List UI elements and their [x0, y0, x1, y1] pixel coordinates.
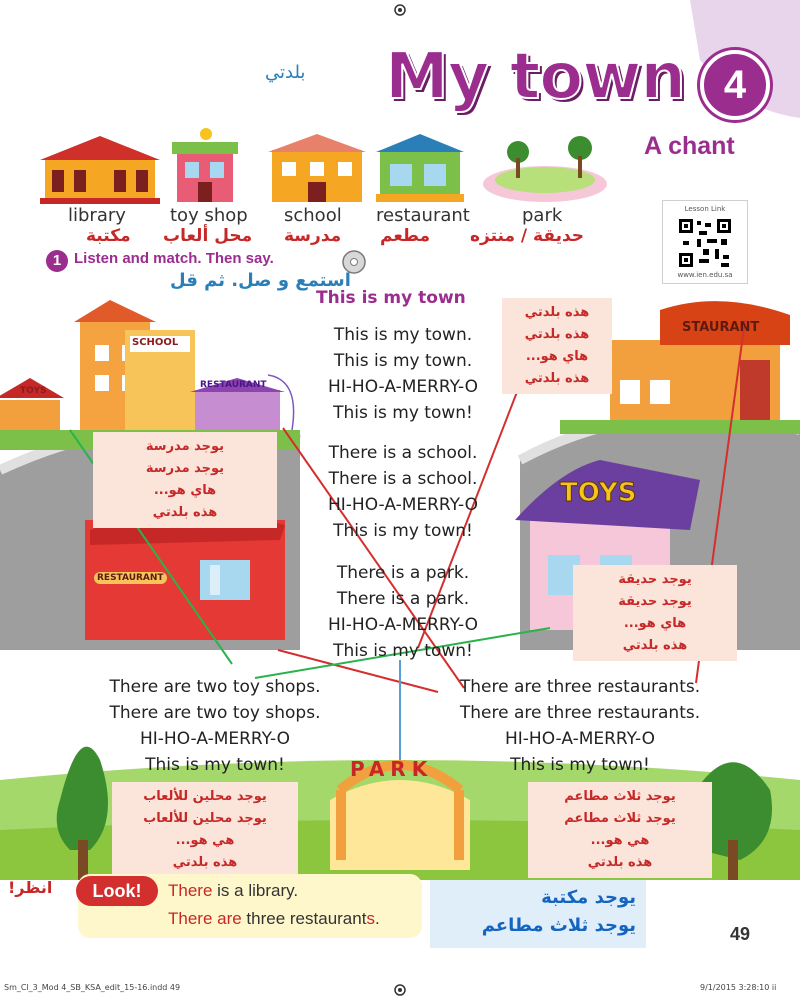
- verse-line: This is my town!: [510, 755, 650, 775]
- verse-line: This is my town!: [145, 755, 285, 775]
- look-badge: Look!: [76, 876, 158, 906]
- chant-heading: This is my town: [316, 288, 466, 308]
- vocab-restaurant-label: restaurant: [376, 205, 470, 226]
- verse-line: There are three restaurants.: [459, 677, 701, 697]
- exercise-number: 1: [46, 250, 68, 272]
- note-line: هي هو...: [590, 833, 650, 848]
- look-sentence-2: [168, 909, 380, 929]
- verse-3: [300, 560, 506, 664]
- note-line: هي هو...: [175, 833, 235, 848]
- look-verb: is: [217, 881, 230, 900]
- qr-code-icon: [677, 217, 733, 269]
- note-line: هاي هو...: [525, 349, 589, 364]
- verse-line: There is a park.: [336, 563, 470, 583]
- look-end: .: [374, 909, 380, 928]
- note-line: يوجد محلين للألعاب: [143, 811, 267, 826]
- restaurant-front-sign: RESTAURANT: [94, 572, 167, 584]
- verse-line: This is my town!: [333, 641, 473, 661]
- verse-line: This is my town!: [333, 403, 473, 423]
- note-line: يوجد حديقة: [618, 572, 692, 587]
- verse-line: There are two toy shops.: [109, 703, 321, 723]
- footer-left: Sm_Cl_3_Mod 4_SB_KSA_edit_15-16.indd 49: [4, 983, 181, 992]
- verse-line: This is my town.: [333, 325, 473, 345]
- verse-1: [300, 322, 506, 426]
- vocab-park-label: park: [522, 205, 563, 226]
- vocab-library-arabic: مكتبة: [86, 226, 131, 246]
- vocab-toy-shop-label: toy shop: [170, 205, 248, 226]
- park-sign: PARK: [350, 757, 434, 781]
- look-highlight: There are: [168, 909, 242, 928]
- verse-line: HI-HO-A-MERRY-O: [504, 729, 656, 749]
- exercise-instruction-arabic: استمع و صل. ثم قل: [170, 270, 351, 291]
- subtitle: A chant: [644, 132, 735, 160]
- lesson-link-qr[interactable]: [662, 200, 748, 284]
- verse-line: HI-HO-A-MERRY-O: [327, 495, 479, 515]
- verse-line: HI-HO-A-MERRY-O: [327, 377, 479, 397]
- translation-note-verse-5: [528, 782, 712, 878]
- qr-caption-bottom: www.ien.edu.sa: [677, 271, 733, 279]
- verse-line: This is my town!: [333, 521, 473, 541]
- note-line: هاي هو...: [623, 616, 687, 631]
- verse-line: There is a school.: [328, 469, 478, 489]
- look-arabic-box: [430, 880, 646, 948]
- note-line: هذه بلدتي: [172, 855, 238, 870]
- look-arabic-line: يوجد ثلاث مطاعم: [481, 915, 636, 936]
- look-rest: a library.: [229, 881, 299, 900]
- vocabulary-icons: [40, 128, 620, 206]
- verse-line: There is a park.: [336, 589, 470, 609]
- school-sign: SCHOOL: [132, 337, 179, 348]
- verse-5: [430, 674, 730, 778]
- note-line: هاي هو...: [153, 483, 217, 498]
- translation-note-verse-3: [573, 565, 737, 661]
- note-line: هذه بلدتي: [524, 305, 590, 320]
- note-line: يوجد ثلاث مطاعم: [564, 811, 676, 826]
- verse-line: HI-HO-A-MERRY-O: [327, 615, 479, 635]
- verse-4: [82, 674, 348, 778]
- vocab-school-arabic: مدرسة: [284, 226, 342, 246]
- vocab-toy-shop-arabic: محل ألعاب: [163, 226, 253, 246]
- look-rest: three restaurant: [241, 909, 367, 928]
- verse-line: HI-HO-A-MERRY-O: [139, 729, 291, 749]
- look-arabic-line: يوجد مكتبة: [541, 887, 636, 908]
- school-icon: [268, 134, 366, 202]
- note-line: هذه بلدتي: [524, 327, 590, 342]
- qr-caption-top: Lesson Link: [684, 205, 726, 213]
- exercise-instruction: Listen and match. Then say.: [74, 250, 274, 267]
- restaurant-small-sign: RESTAURANT: [200, 380, 267, 390]
- restaurant-icon: [376, 134, 464, 202]
- note-line: يوجد محلين للألعاب: [143, 789, 267, 804]
- toys-big-sign: TOYS: [560, 478, 637, 508]
- note-line: يوجد مدرسة: [145, 461, 225, 476]
- look-sentence-1: [168, 881, 298, 901]
- footer-right: 9/1/2015 3:28:10 ii: [700, 983, 777, 992]
- verse-line: There is a school.: [328, 443, 478, 463]
- note-line: هذه بلدتي: [152, 505, 218, 520]
- verse-2: [300, 440, 506, 544]
- verse-line: There are two toy shops.: [109, 677, 321, 697]
- look-highlight: There: [168, 881, 218, 900]
- note-line: يوجد ثلاث مطاعم: [564, 789, 676, 804]
- library-icon: [40, 136, 160, 204]
- vocab-restaurant-arabic: مطعم: [380, 226, 431, 246]
- park-icon: [483, 136, 607, 202]
- note-line: هذه بلدتي: [587, 855, 653, 870]
- look-arabic-label: انظر!: [8, 878, 53, 897]
- toys-small-sign: TOYS: [20, 386, 47, 396]
- arabic-title: بلدتي: [265, 62, 306, 83]
- page-title: My town: [385, 40, 685, 114]
- note-line: هذه بلدتي: [524, 371, 590, 386]
- verse-line: There are three restaurants.: [459, 703, 701, 723]
- translation-note-verse-2: [93, 432, 277, 528]
- verse-line: This is my town.: [333, 351, 473, 371]
- translation-note-verse-4: [112, 782, 298, 878]
- toy-shop-icon: [172, 128, 238, 202]
- unit-number-badge: 4: [700, 50, 770, 120]
- restaurant-right-sign: STAURANT: [682, 320, 760, 335]
- note-line: يوجد مدرسة: [145, 439, 225, 454]
- note-line: يوجد حديقة: [618, 594, 692, 609]
- vocab-school-label: school: [284, 205, 342, 226]
- look-plural: s: [366, 909, 375, 928]
- note-line: هذه بلدتي: [622, 638, 688, 653]
- translation-note-verse-1: [502, 298, 612, 394]
- vocab-park-arabic: حديقة / منتزه: [470, 226, 585, 246]
- vocab-library-label: library: [68, 205, 126, 226]
- page-number: 49: [730, 924, 751, 944]
